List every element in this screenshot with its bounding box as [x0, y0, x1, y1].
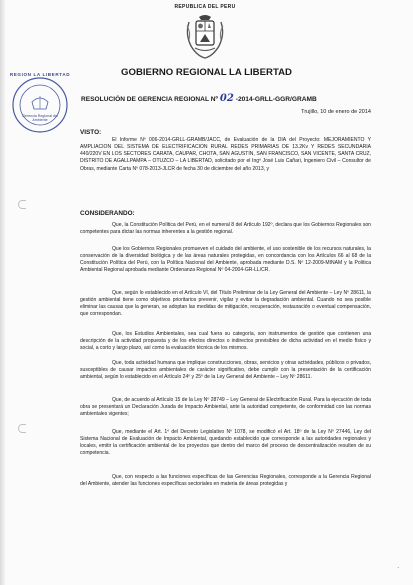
government-title: GOBIERNO REGIONAL LA LIBERTAD	[121, 67, 292, 78]
date-line: Trujillo, 10 de enero de 2014	[301, 109, 371, 115]
considerando-paragraph-1: Que, la Constitución Política del Perú, en el numeral 8 del Artículo 192º, declara que los Gobiernos Regionales son competentes para dictar las normas inherentes a la gestión regional.	[80, 222, 371, 236]
visto-heading: VISTO:	[80, 129, 102, 136]
page-edge-shadow	[0, 0, 6, 585]
considerando-paragraph-7: Que, mediante el Art. 1º del Decreto Legislativo Nº 1078, se modificó el Art. 18º de la Ley Nº 27446, Ley del Sistema Nacional de Evaluación de Impacto Ambiental, quedando establecido que corresponde a las autoridades regionales y locales, emitir la certificación ambiental de los proyectos que dentro del marco del proceso de descentralización resulten de su competencia.	[80, 429, 371, 457]
coat-of-arms-icon	[185, 12, 225, 60]
national-crest	[172, 4, 238, 62]
considerando-paragraph-6: Que, de acuerdo al Artículo 15 de la Ley Nº 28749 – Ley General de Electrificación Rural. Para la ejecución de toda obra se presentará un Declaración Jurada de Impacto Ambiental, ante la autoridad competente, de conformidad con las normas ambientales vigentes;	[80, 397, 371, 418]
page-corner-mark: .	[397, 560, 400, 570]
stamp-center-text: Gerencia Regional del Ambiente	[22, 114, 58, 123]
visto-paragraph: El Informe Nº 006-2014-GRLL-GRAMB/JACC, de Evaluación de la DIA del Proyecto: MEJORAMIENTO Y AMPLIACION DEL SISTEMA DE ELECTRIFICACION RURAL REDES PRIMARIAS DE 13.2Kv Y REDES SECUNDARIA 440/220V EN LOS SECTORES CARATA, CAUPAR, CHOTA, SAN AGUSTIN, SAN FRANCISCO, SAN VICENTE, SANTA CRUZ, DISTRITO DE AGALLPAMPA – OTUZCO – LA LIBERTAD, solicitado por el Ingº José Luis Cañari, Ingeniero Civil – Consultor de Obras, mediante Carta Nº 078-2013-JLCR de fecha 30 de diciembre del año 2013, y	[80, 137, 371, 172]
considerando-heading: CONSIDERANDO:	[80, 210, 135, 217]
resolution-title	[81, 93, 317, 104]
binder-hole-mark	[18, 200, 26, 209]
resolution-suffix: -2014-GRLL-GGR/GRAMB	[235, 96, 317, 103]
crest-arc-text: REPUBLICA DEL PERU	[174, 4, 236, 10]
stamp-seal-icon	[11, 76, 69, 134]
considerando-paragraph-2: Que los Gobiernos Regionales promueven el cuidado del ambiente, el uso sostenible de los recursos naturales, la conservación de la diversidad biológica y de las áreas naturales protegidas, en concordancia con los Artículos 66 al 68 de la Constitución Política del Perú, con la Política Nacional del Ambiente, aprobada mediante D.S. Nº 12-2009-MINAM y la Política Ambiental Regional aprobada mediante Ordenanza Regional Nº 04-2004-GR-LL/CR.	[80, 246, 371, 274]
resolution-number: 02	[219, 93, 234, 104]
considerando-paragraph-5: Que, toda actividad humana que implique construcciones, obras, servicios y otras actividades, públicos o privados, susceptibles de causar impactos ambientales de carácter significativo, debe cumplir con la presentación de la certificación ambiental, según lo establecido en el Artículo 24º y 25º de la Ley General del Ambiente – Ley Nº 28611.	[80, 360, 371, 381]
binder-hole-mark	[18, 424, 26, 433]
official-stamp	[9, 72, 71, 134]
resolution-prefix: RESOLUCIÓN DE GERENCIA REGIONAL Nº	[81, 96, 218, 103]
considerando-paragraph-3: Que, según lo establecido en el Artículo VI, del Título Preliminar de la Ley General del Ambiente – Ley Nº 28611, la gestión ambiental tiene como objetivos prioritarios prevenir, vigilar y evitar la degradación ambiental. Cuando no sea posible eliminar las causas que la generan, se adoptan las medidas de mitigación, recuperación, restauración o eventual compensación, que correspondan.	[80, 290, 371, 318]
stamp-arc-text: REGION LA LIBERTAD	[9, 72, 71, 77]
considerando-paragraph-8: Que, con respecto a las funciones específicas de las Gerencias Regionales, corresponde a la Gerencia Regional del Ambiente, atender las funciones específicas sectoriales en materia de áreas protegidas y	[80, 474, 371, 488]
considerando-paragraph-4: Que, los Estudios Ambientales, sea cual fuera su categoría, son instrumentos de gestión que contienen una descripción de la actividad propuesta y de los efectos directos o indirectos previsibles de dicha actividad en el medio físico y social, a corto y largo plazo, así como la evaluación técnica de los mismos.	[80, 331, 371, 352]
